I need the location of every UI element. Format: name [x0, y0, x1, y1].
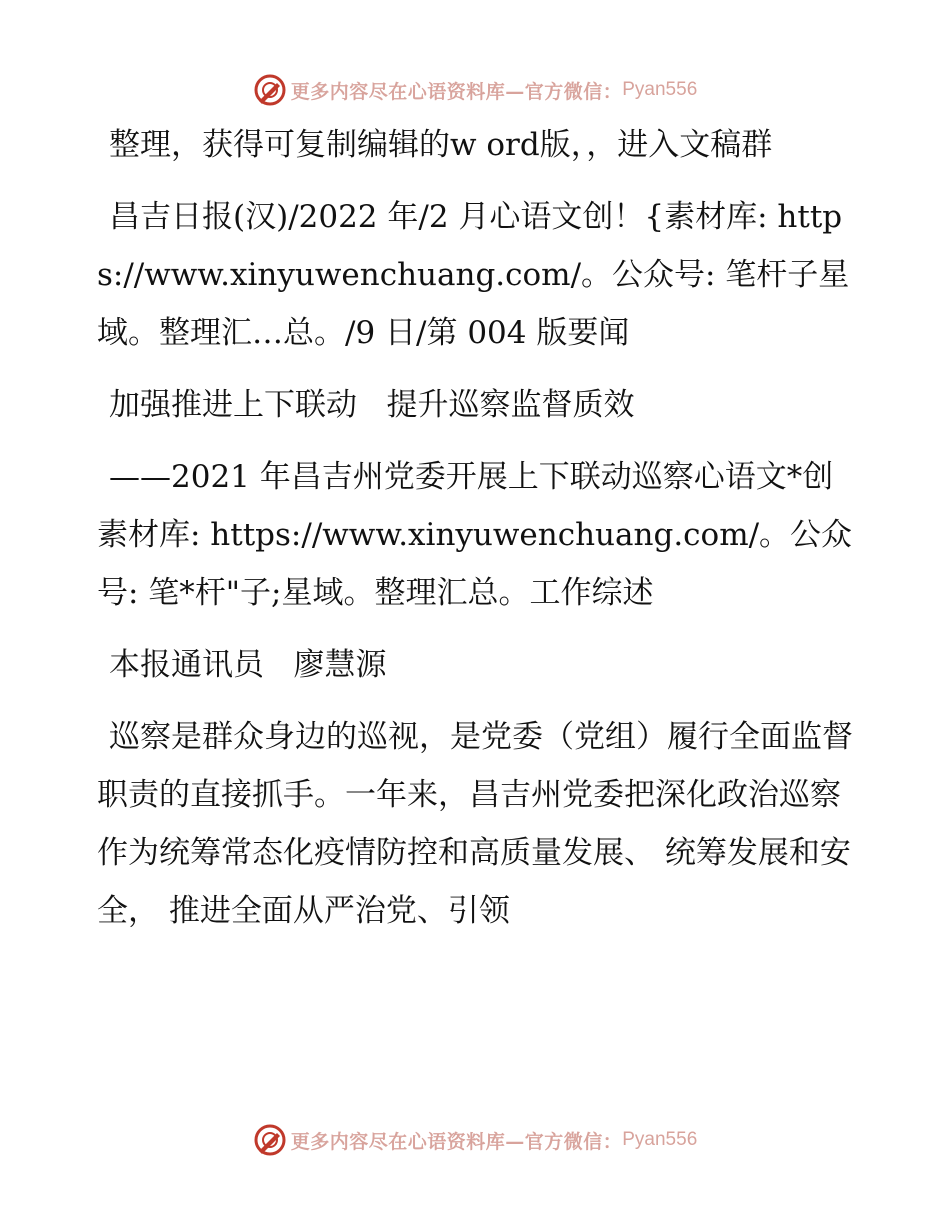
seal-logo-icon	[253, 1123, 287, 1157]
article-subheadline: ——2021 年昌吉州党委开展上下联动巡察心语文*创素材库: https://www.xinyuwenchuang.com/。公众号: 笔*杆"子;星域。整理汇总。工作综述	[97, 459, 853, 611]
header-banner-text: 更多内容尽在心语资料库—官方微信：	[290, 80, 623, 103]
document-body	[97, 116, 857, 954]
seal-logo-icon	[253, 73, 287, 107]
header-watermark-banner	[0, 70, 950, 110]
header-banner-brand: Pyan556	[622, 79, 698, 100]
paragraph-source-info: 昌吉日报(汉)/2022 年/2 月心语文创！{素材库: https://www.xinyuwenchuang.com/。公众号: 笔杆子星域。整理汇…总。/9 日/第 004 版要闻	[97, 199, 850, 351]
article-headline: 加强推进上下联动 提升巡察监督质效	[109, 387, 635, 423]
paragraph-body: 巡察是群众身边的巡视，是党委（党组）履行全面监督职责的直接抓手。一年来，昌吉州党委把深化政治巡察作为统筹常态化疫情防控和高质量发展、 统筹发展和安全， 推进全面从严治党、引领	[97, 719, 853, 929]
paragraph-intro: 整理，获得可复制编辑的w ord版，，进入文稿群	[109, 127, 773, 163]
footer-watermark-banner	[0, 1120, 950, 1160]
article-byline: 本报通讯员 廖慧源	[109, 647, 387, 683]
footer-banner-brand: Pyan556	[622, 1129, 698, 1150]
footer-banner-text: 更多内容尽在心语资料库—官方微信：	[290, 1130, 623, 1153]
